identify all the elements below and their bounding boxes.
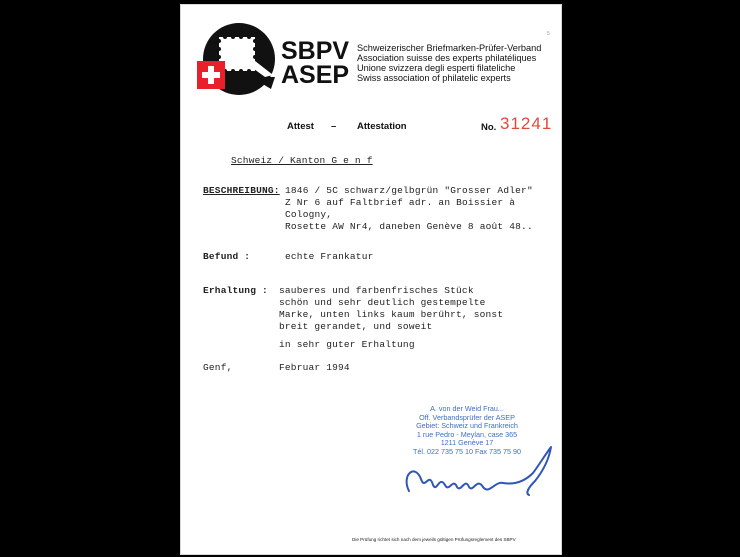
subject-line: Schweiz / Kanton G e n f (231, 155, 373, 166)
org-name-it: Unione svizzera degli esperti filateliche (357, 63, 516, 73)
org-name-fr: Association suisse des experts philatéliques (357, 53, 537, 63)
befund-label: Befund : (203, 251, 251, 262)
description-line: 1846 / 5C schwarz/gelbgrün "Grosser Adler" (285, 185, 533, 196)
erhaltung-label: Erhaltung : (203, 285, 268, 296)
stamp-line: 1211 Genève 17 (440, 438, 494, 448)
attestation-heading: Attestation (357, 121, 407, 132)
logo-text-sbpv: SBPV (281, 37, 350, 65)
description-line: Rosette AW Nr4, daneben Genève 8 août 48.. (285, 221, 533, 232)
certificate-number-label: No. (481, 122, 497, 133)
description-line: Cologny, (285, 209, 333, 220)
erhaltung-line: Marke, unten links kaum berührt, sonst (279, 309, 504, 320)
org-name-de: Schweizerischer Briefmarken-Prüfer-Verband (357, 43, 542, 53)
certificate-number: 31241 (500, 114, 553, 133)
erhaltung-line: breit gerandet, und soweit (279, 321, 433, 332)
certificate-page (180, 4, 562, 555)
attest-heading: Attest (287, 121, 314, 132)
attest-dash: – (331, 121, 337, 132)
sbpv-asep-logo (193, 19, 383, 99)
date: Februar 1994 (279, 362, 350, 373)
stamp-line: 1 rue Pedro - Meylan, case 365 (416, 429, 518, 439)
description-label: BESCHREIBUNG: (203, 185, 280, 196)
place: Genf, (203, 362, 233, 373)
befund-value: echte Frankatur (285, 251, 374, 262)
handwritten-signature (399, 435, 559, 501)
erhaltung-line: schön und sehr deutlich gestempelte (279, 297, 486, 308)
stamp-line: Off. Verbandsprüfer der ASEP (419, 412, 515, 422)
logo-text-asep: ASEP (281, 61, 350, 89)
corner-mark: 5 (547, 31, 550, 37)
erhaltung-summary: in sehr guter Erhaltung (279, 339, 415, 350)
stamp-line: Gebiet: Schweiz und Frankreich (416, 421, 518, 431)
erhaltung-line: sauberes und farbenfrisches Stück (279, 285, 474, 296)
footer-note: Die Prüfung richtet sich nach dem jeweils gültigen Prüfungsreglement des SBPV (352, 537, 516, 542)
organization-names (357, 43, 541, 83)
stamp-line: A. von der Weid Frau... (430, 404, 504, 413)
description-line: Z Nr 6 auf Faltbrief adr. an Boissier à (285, 197, 516, 208)
stamp-line: Tél. 022 735 75 10 Fax 735 75 90 (413, 446, 521, 456)
org-name-en: Swiss association of philatelic experts (357, 73, 511, 83)
